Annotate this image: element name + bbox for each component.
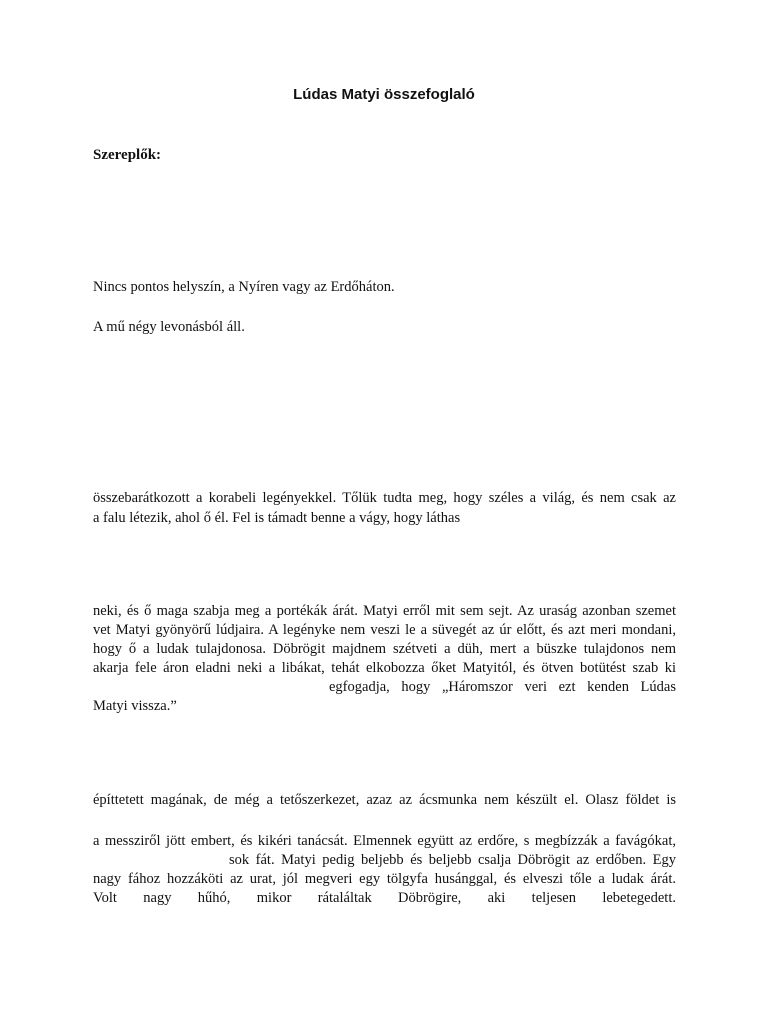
paragraph-line: Matyi vissza.” (93, 698, 177, 714)
document-title: Lúdas Matyi összefoglaló (293, 86, 475, 103)
paragraph-line: nagy fához hozzáköti az urat, jól megveri egy tölgyfa husánggal, és elveszi tőle a ludak árát. (93, 871, 676, 887)
paragraph-line: a messziről jött embert, és kikéri tanácsát. Elmennek együtt az erdőre, s megbízzák a favágókat, (93, 833, 676, 849)
paragraph-line: a falu létezik, ahol ő él. Fel is támadt benne a vágy, hogy láthas (93, 510, 461, 526)
paragraph-line: vet Matyi gyönyörű lúdjaira. A legényke nem veszi le a süvegét az úr előtt, és azt meri mondani, (93, 622, 676, 638)
characters-heading: Szereplők: (93, 147, 162, 163)
paragraph-line: Volt nagy hűhó, mikor rátaláltak Döbrögire, aki teljesen lebetegedett. (93, 890, 676, 906)
paragraph-line: akarja fele áron eladni neki a libákat, tehát elkobozza őket Matyitól, és ötven botütést szab ki (93, 660, 676, 676)
paragraph-line: sok fát. Matyi pedig beljebb és beljebb csalja Döbrögit az erdőben. Egy (229, 852, 676, 868)
paragraph-line: összebarátkozott a korabeli legényekkel. Tőlük tudta meg, hogy széles a világ, és nem csak az (93, 490, 676, 506)
paragraph-line: hogy ő a ludak tulajdonosa. Döbrögit majdnem szétveti a düh, mert a büszke tulajdonos nem (93, 641, 676, 657)
paragraph-line: neki, és ő maga szabja meg a portékák árát. Matyi erről mit sem sejt. Az uraság azonban szemet (93, 603, 676, 619)
paragraph-line: A mű négy levonásból áll. (93, 319, 245, 335)
paragraph-line: építtetett magának, de még a tetőszerkezet, azaz az ácsmunka nem készült el. Olasz földet is (93, 792, 676, 808)
paragraph-line: egfogadja, hogy „Háromszor veri ezt kenden Lúdas (329, 679, 676, 695)
paragraph-line: Nincs pontos helyszín, a Nyíren vagy az Erdőháton. (93, 279, 395, 295)
